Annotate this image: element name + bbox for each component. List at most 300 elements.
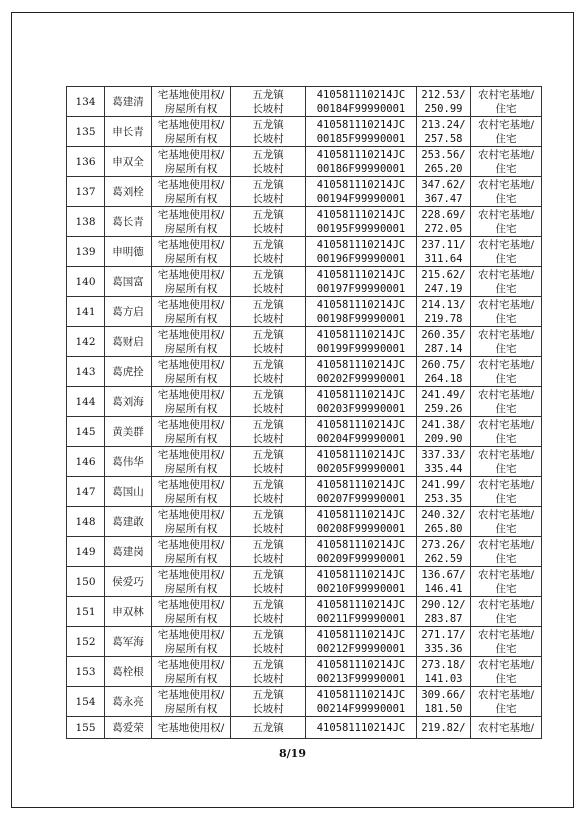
right-type-text: 房屋所有权 xyxy=(164,102,218,115)
parcel-code-cell xyxy=(306,477,417,507)
owner-name-cell xyxy=(105,657,152,687)
area-cell xyxy=(417,717,471,739)
area-text: 309.66/ xyxy=(421,688,466,701)
row-number-cell xyxy=(67,207,105,237)
right-type-text: 房屋所有权 xyxy=(164,282,218,295)
location-text: 五龙镇 xyxy=(252,478,284,491)
land-use-text: 住宅 xyxy=(495,342,517,355)
area-text: 241.49/ xyxy=(421,388,466,401)
right-type-text: 宅基地使用权/ xyxy=(157,388,225,401)
land-use-cell xyxy=(471,387,542,417)
location-cell xyxy=(231,297,306,327)
location-text: 五龙镇 xyxy=(252,658,284,671)
land-use-text: 农村宅基地/ xyxy=(477,418,535,431)
land-use-text: 住宅 xyxy=(495,282,517,295)
row-number-text: 152 xyxy=(75,635,96,648)
owner-name-text: 葛虎拴 xyxy=(112,365,144,378)
owner-name-cell xyxy=(105,417,152,447)
area-text: 141.03 xyxy=(424,672,463,685)
owner-name-text: 申明德 xyxy=(112,245,144,258)
location-text: 五龙镇 xyxy=(252,298,284,311)
parcel-code-text: 410581110214JC xyxy=(316,358,406,371)
row-number-text: 144 xyxy=(75,395,96,408)
land-use-text: 住宅 xyxy=(495,522,517,535)
owner-name-cell xyxy=(105,387,152,417)
owner-name-text: 申双全 xyxy=(112,155,144,168)
right-type-text: 宅基地使用权/ xyxy=(157,568,225,581)
land-use-text: 农村宅基地/ xyxy=(477,568,535,581)
land-use-cell xyxy=(471,537,542,567)
parcel-code-text: 00184F99990001 xyxy=(316,102,406,115)
right-type-text: 房屋所有权 xyxy=(164,432,218,445)
table-row xyxy=(67,597,542,627)
row-number-cell xyxy=(67,417,105,447)
row-number-text: 153 xyxy=(75,665,96,678)
owner-name-text: 申双林 xyxy=(112,605,144,618)
right-type-text: 房屋所有权 xyxy=(164,372,218,385)
right-type-cell xyxy=(152,717,231,739)
owner-name-text: 葛建岗 xyxy=(112,545,144,558)
parcel-code-text: 410581110214JC xyxy=(316,721,406,734)
location-cell xyxy=(231,387,306,417)
parcel-code-text: 00212F99990001 xyxy=(316,642,406,655)
right-type-text: 房屋所有权 xyxy=(164,642,218,655)
location-text: 五龙镇 xyxy=(252,118,284,131)
row-number-cell xyxy=(67,447,105,477)
owner-name-text: 葛建敢 xyxy=(112,515,144,528)
area-text: 283.87 xyxy=(424,612,463,625)
right-type-cell xyxy=(152,117,231,147)
location-text: 五龙镇 xyxy=(252,508,284,521)
location-cell xyxy=(231,447,306,477)
location-cell xyxy=(231,147,306,177)
area-cell xyxy=(417,597,471,627)
area-text: 271.17/ xyxy=(421,628,466,641)
area-cell xyxy=(417,417,471,447)
row-number-text: 142 xyxy=(75,335,96,348)
parcel-code-text: 410581110214JC xyxy=(316,208,406,221)
area-text: 228.69/ xyxy=(421,208,466,221)
row-number-text: 141 xyxy=(75,305,96,318)
table-row xyxy=(67,87,542,117)
owner-name-cell xyxy=(105,687,152,717)
table-row xyxy=(67,567,542,597)
parcel-code-cell xyxy=(306,267,417,297)
owner-name-text: 葛建清 xyxy=(112,95,144,108)
location-cell xyxy=(231,87,306,117)
location-text: 长坡村 xyxy=(252,162,284,175)
parcel-code-text: 410581110214JC xyxy=(316,508,406,521)
row-number-cell xyxy=(67,147,105,177)
location-text: 长坡村 xyxy=(252,702,284,715)
right-type-text: 宅基地使用权/ xyxy=(157,538,225,551)
row-number-text: 137 xyxy=(75,185,96,198)
area-cell xyxy=(417,267,471,297)
owner-name-text: 葛财启 xyxy=(112,335,144,348)
parcel-code-cell xyxy=(306,87,417,117)
right-type-cell xyxy=(152,387,231,417)
location-cell xyxy=(231,537,306,567)
owner-name-cell xyxy=(105,297,152,327)
location-text: 长坡村 xyxy=(252,402,284,415)
location-text: 五龙镇 xyxy=(252,721,284,734)
area-text: 219.78 xyxy=(424,312,463,325)
location-text: 长坡村 xyxy=(252,642,284,655)
right-type-text: 宅基地使用权/ xyxy=(157,721,225,734)
parcel-code-text: 00210F99990001 xyxy=(316,582,406,595)
row-number-cell xyxy=(67,237,105,267)
owner-name-text: 黄美群 xyxy=(112,425,144,438)
location-cell xyxy=(231,327,306,357)
land-use-text: 住宅 xyxy=(495,132,517,145)
row-number-cell xyxy=(67,117,105,147)
parcel-code-text: 00195F99990001 xyxy=(316,222,406,235)
right-type-text: 房屋所有权 xyxy=(164,192,218,205)
land-use-text: 住宅 xyxy=(495,162,517,175)
right-type-text: 房屋所有权 xyxy=(164,222,218,235)
location-text: 五龙镇 xyxy=(252,688,284,701)
area-text: 181.50 xyxy=(424,702,463,715)
land-use-cell xyxy=(471,597,542,627)
parcel-code-cell xyxy=(306,687,417,717)
right-type-text: 宅基地使用权/ xyxy=(157,508,225,521)
area-text: 260.35/ xyxy=(421,328,466,341)
location-text: 五龙镇 xyxy=(252,328,284,341)
location-text: 五龙镇 xyxy=(252,268,284,281)
right-type-text: 宅基地使用权/ xyxy=(157,238,225,251)
parcel-code-cell xyxy=(306,597,417,627)
right-type-text: 宅基地使用权/ xyxy=(157,658,225,671)
right-type-cell xyxy=(152,237,231,267)
right-type-cell xyxy=(152,357,231,387)
land-use-text: 住宅 xyxy=(495,312,517,325)
land-use-cell xyxy=(471,567,542,597)
row-number-cell xyxy=(67,597,105,627)
location-cell xyxy=(231,717,306,739)
row-number-text: 149 xyxy=(75,545,96,558)
parcel-code-text: 410581110214JC xyxy=(316,148,406,161)
right-type-cell xyxy=(152,327,231,357)
location-text: 长坡村 xyxy=(252,612,284,625)
location-text: 长坡村 xyxy=(252,132,284,145)
parcel-code-cell xyxy=(306,417,417,447)
parcel-code-text: 00197F99990001 xyxy=(316,282,406,295)
parcel-code-text: 410581110214JC xyxy=(316,568,406,581)
land-use-text: 农村宅基地/ xyxy=(477,328,535,341)
location-text: 长坡村 xyxy=(252,222,284,235)
table-row xyxy=(67,177,542,207)
land-use-text: 住宅 xyxy=(495,372,517,385)
area-text: 264.18 xyxy=(424,372,463,385)
land-use-text: 住宅 xyxy=(495,642,517,655)
table-row xyxy=(67,117,542,147)
parcel-code-cell xyxy=(306,537,417,567)
right-type-text: 房屋所有权 xyxy=(164,462,218,475)
land-use-cell xyxy=(471,177,542,207)
location-cell xyxy=(231,507,306,537)
area-cell xyxy=(417,147,471,177)
right-type-text: 房屋所有权 xyxy=(164,672,218,685)
parcel-code-cell xyxy=(306,657,417,687)
row-number-text: 145 xyxy=(75,425,96,438)
row-number-text: 136 xyxy=(75,155,96,168)
right-type-text: 宅基地使用权/ xyxy=(157,358,225,371)
row-number-text: 138 xyxy=(75,215,96,228)
land-use-cell xyxy=(471,627,542,657)
area-text: 347.62/ xyxy=(421,178,466,191)
location-text: 五龙镇 xyxy=(252,538,284,551)
area-text: 262.59 xyxy=(424,552,463,565)
owner-name-cell xyxy=(105,507,152,537)
owner-name-cell xyxy=(105,147,152,177)
right-type-cell xyxy=(152,657,231,687)
parcel-code-cell xyxy=(306,207,417,237)
records-table-body xyxy=(67,87,542,739)
row-number-text: 154 xyxy=(75,695,96,708)
parcel-code-text: 00211F99990001 xyxy=(316,612,406,625)
location-text: 长坡村 xyxy=(252,432,284,445)
area-cell xyxy=(417,537,471,567)
land-use-text: 农村宅基地/ xyxy=(477,538,535,551)
area-text: 241.38/ xyxy=(421,418,466,431)
parcel-code-text: 410581110214JC xyxy=(316,268,406,281)
location-cell xyxy=(231,207,306,237)
location-text: 长坡村 xyxy=(252,102,284,115)
table-row xyxy=(67,717,542,739)
land-use-text: 农村宅基地/ xyxy=(477,508,535,521)
parcel-code-text: 00186F99990001 xyxy=(316,162,406,175)
location-cell xyxy=(231,237,306,267)
owner-name-cell xyxy=(105,597,152,627)
table-row xyxy=(67,537,542,567)
location-cell xyxy=(231,117,306,147)
row-number-cell xyxy=(67,717,105,739)
area-cell xyxy=(417,627,471,657)
location-cell xyxy=(231,357,306,387)
row-number-cell xyxy=(67,297,105,327)
area-cell xyxy=(417,447,471,477)
parcel-code-cell xyxy=(306,117,417,147)
right-type-cell xyxy=(152,597,231,627)
area-text: 209.90 xyxy=(424,432,463,445)
area-cell xyxy=(417,117,471,147)
owner-name-cell xyxy=(105,237,152,267)
area-text: 253.56/ xyxy=(421,148,466,161)
owner-name-cell xyxy=(105,357,152,387)
area-text: 253.35 xyxy=(424,492,463,505)
land-use-cell xyxy=(471,147,542,177)
right-type-text: 房屋所有权 xyxy=(164,252,218,265)
area-text: 259.26 xyxy=(424,402,463,415)
owner-name-text: 葛军海 xyxy=(112,635,144,648)
location-text: 长坡村 xyxy=(252,342,284,355)
area-cell xyxy=(417,237,471,267)
parcel-code-text: 00208F99990001 xyxy=(316,522,406,535)
parcel-code-cell xyxy=(306,357,417,387)
right-type-cell xyxy=(152,477,231,507)
row-number-cell xyxy=(67,687,105,717)
row-number-text: 143 xyxy=(75,365,96,378)
parcel-code-text: 00204F99990001 xyxy=(316,432,406,445)
owner-name-cell xyxy=(105,87,152,117)
area-text: 215.62/ xyxy=(421,268,466,281)
table-row xyxy=(67,387,542,417)
land-use-text: 农村宅基地/ xyxy=(477,88,535,101)
table-row xyxy=(67,297,542,327)
parcel-code-cell xyxy=(306,297,417,327)
land-use-text: 住宅 xyxy=(495,402,517,415)
row-number-text: 139 xyxy=(75,245,96,258)
right-type-text: 宅基地使用权/ xyxy=(157,688,225,701)
right-type-cell xyxy=(152,147,231,177)
land-use-text: 农村宅基地/ xyxy=(477,238,535,251)
row-number-cell xyxy=(67,627,105,657)
owner-name-cell xyxy=(105,267,152,297)
row-number-cell xyxy=(67,357,105,387)
area-text: 257.58 xyxy=(424,132,463,145)
land-use-text: 农村宅基地/ xyxy=(477,598,535,611)
right-type-text: 宅基地使用权/ xyxy=(157,328,225,341)
owner-name-text: 申长青 xyxy=(112,125,144,138)
land-use-cell xyxy=(471,357,542,387)
parcel-code-text: 00202F99990001 xyxy=(316,372,406,385)
parcel-code-text: 00185F99990001 xyxy=(316,132,406,145)
land-use-cell xyxy=(471,447,542,477)
owner-name-cell xyxy=(105,567,152,597)
area-text: 240.32/ xyxy=(421,508,466,521)
right-type-cell xyxy=(152,507,231,537)
land-use-text: 住宅 xyxy=(495,612,517,625)
area-cell xyxy=(417,207,471,237)
right-type-text: 宅基地使用权/ xyxy=(157,118,225,131)
area-cell xyxy=(417,357,471,387)
right-type-text: 宅基地使用权/ xyxy=(157,298,225,311)
parcel-code-text: 410581110214JC xyxy=(316,598,406,611)
table-row xyxy=(67,267,542,297)
right-type-text: 宅基地使用权/ xyxy=(157,418,225,431)
location-cell xyxy=(231,567,306,597)
area-text: 273.26/ xyxy=(421,538,466,551)
area-cell xyxy=(417,567,471,597)
land-use-text: 住宅 xyxy=(495,492,517,505)
right-type-text: 房屋所有权 xyxy=(164,582,218,595)
owner-name-text: 葛刘栓 xyxy=(112,185,144,198)
right-type-cell xyxy=(152,207,231,237)
right-type-cell xyxy=(152,627,231,657)
parcel-code-text: 410581110214JC xyxy=(316,238,406,251)
right-type-cell xyxy=(152,417,231,447)
parcel-code-cell xyxy=(306,717,417,739)
parcel-code-cell xyxy=(306,507,417,537)
parcel-code-text: 00209F99990001 xyxy=(316,552,406,565)
location-text: 长坡村 xyxy=(252,252,284,265)
parcel-code-text: 410581110214JC xyxy=(316,328,406,341)
land-use-text: 住宅 xyxy=(495,552,517,565)
land-use-text: 农村宅基地/ xyxy=(477,148,535,161)
owner-name-text: 葛刘海 xyxy=(112,395,144,408)
owner-name-cell xyxy=(105,447,152,477)
location-cell xyxy=(231,267,306,297)
land-use-text: 农村宅基地/ xyxy=(477,268,535,281)
area-text: 265.80 xyxy=(424,522,463,535)
land-use-text: 住宅 xyxy=(495,582,517,595)
area-text: 237.11/ xyxy=(421,238,466,251)
location-text: 五龙镇 xyxy=(252,418,284,431)
parcel-code-cell xyxy=(306,627,417,657)
right-type-text: 房屋所有权 xyxy=(164,612,218,625)
location-cell xyxy=(231,657,306,687)
area-text: 287.14 xyxy=(424,342,463,355)
location-text: 长坡村 xyxy=(252,582,284,595)
right-type-text: 宅基地使用权/ xyxy=(157,208,225,221)
right-type-cell xyxy=(152,567,231,597)
owner-name-cell xyxy=(105,207,152,237)
table-row xyxy=(67,687,542,717)
row-number-text: 135 xyxy=(75,125,96,138)
right-type-text: 房屋所有权 xyxy=(164,492,218,505)
land-use-text: 农村宅基地/ xyxy=(477,478,535,491)
right-type-cell xyxy=(152,297,231,327)
land-use-text: 农村宅基地/ xyxy=(477,178,535,191)
owner-name-text: 葛栓根 xyxy=(112,665,144,678)
land-use-text: 住宅 xyxy=(495,462,517,475)
location-text: 五龙镇 xyxy=(252,88,284,101)
right-type-cell xyxy=(152,687,231,717)
row-number-cell xyxy=(67,327,105,357)
table-row xyxy=(67,657,542,687)
right-type-text: 宅基地使用权/ xyxy=(157,268,225,281)
location-cell xyxy=(231,477,306,507)
row-number-text: 140 xyxy=(75,275,96,288)
parcel-code-text: 00213F99990001 xyxy=(316,672,406,685)
location-text: 长坡村 xyxy=(252,372,284,385)
land-use-cell xyxy=(471,297,542,327)
location-cell xyxy=(231,597,306,627)
parcel-code-text: 410581110214JC xyxy=(316,388,406,401)
area-text: 213.24/ xyxy=(421,118,466,131)
table-row xyxy=(67,147,542,177)
row-number-text: 146 xyxy=(75,455,96,468)
parcel-code-text: 410581110214JC xyxy=(316,658,406,671)
table-row xyxy=(67,447,542,477)
parcel-code-text: 00203F99990001 xyxy=(316,402,406,415)
land-use-text: 农村宅基地/ xyxy=(477,118,535,131)
parcel-code-cell xyxy=(306,387,417,417)
parcel-code-text: 410581110214JC xyxy=(316,688,406,701)
location-text: 长坡村 xyxy=(252,462,284,475)
area-text: 214.13/ xyxy=(421,298,466,311)
area-text: 290.12/ xyxy=(421,598,466,611)
land-use-text: 农村宅基地/ xyxy=(477,448,535,461)
right-type-text: 房屋所有权 xyxy=(164,342,218,355)
land-use-text: 农村宅基地/ xyxy=(477,628,535,641)
right-type-text: 宅基地使用权/ xyxy=(157,178,225,191)
land-use-text: 住宅 xyxy=(495,222,517,235)
location-text: 长坡村 xyxy=(252,192,284,205)
row-number-text: 151 xyxy=(75,605,96,618)
row-number-cell xyxy=(67,267,105,297)
row-number-cell xyxy=(67,657,105,687)
owner-name-text: 葛伟华 xyxy=(112,455,144,468)
owner-name-cell xyxy=(105,537,152,567)
right-type-text: 宅基地使用权/ xyxy=(157,148,225,161)
page-number: 8/19 xyxy=(279,747,306,760)
land-use-cell xyxy=(471,327,542,357)
right-type-text: 房屋所有权 xyxy=(164,522,218,535)
row-number-cell xyxy=(67,87,105,117)
parcel-code-text: 00207F99990001 xyxy=(316,492,406,505)
area-text: 212.53/ xyxy=(421,88,466,101)
